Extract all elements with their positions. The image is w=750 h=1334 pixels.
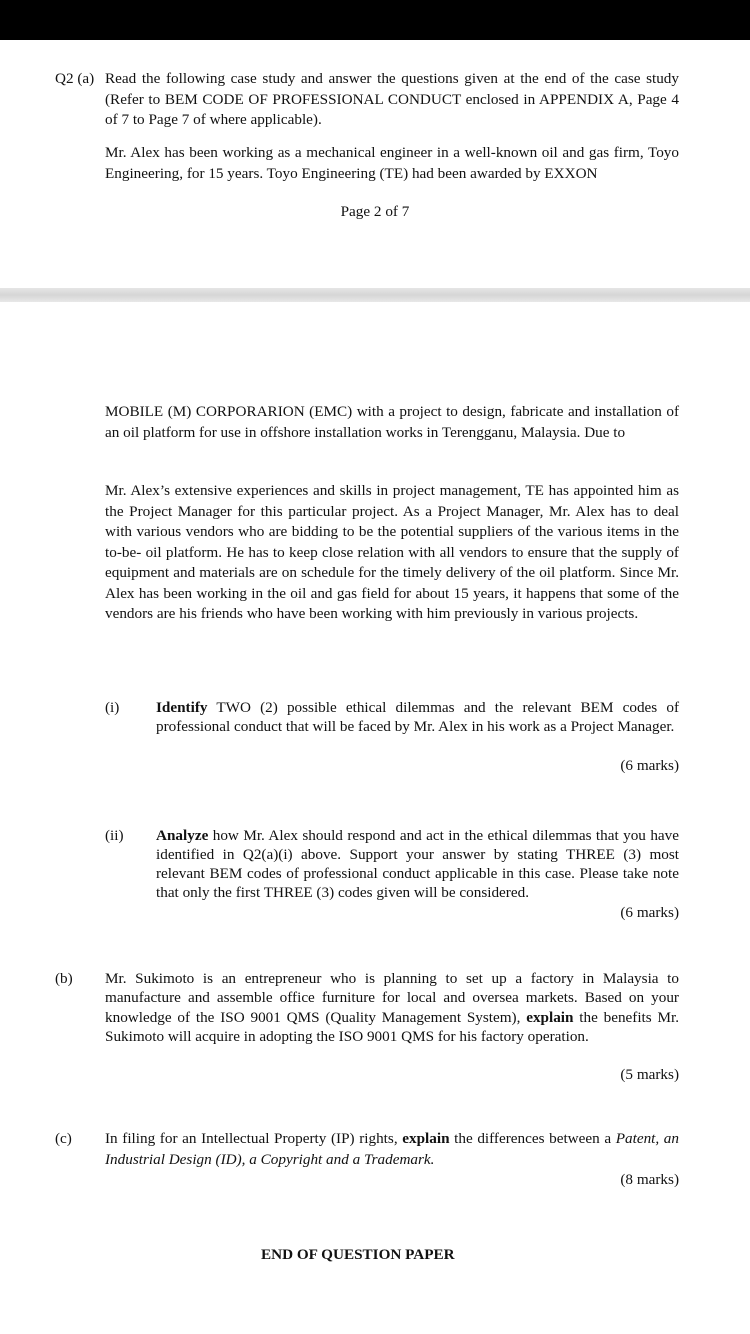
question-2a-intro: Read the following case study and answer the questions given at the end of the case study (Refer to BEM CODE OF PROFESSIONAL CONDUCT enclosed in APPENDIX A, Page 4 of 7 to Page 7 of where applicable). xyxy=(105,70,679,128)
question-c-body-1: In filing for an Intellectual Property (IP) rights, xyxy=(105,1130,403,1147)
question-i-body: TWO (2) possible ethical dilemmas and the relevant BEM codes of professional conduct that will be faced by Mr. Alex in his work as a Project Manager. xyxy=(156,699,679,735)
question-c-body-2: the differences between a xyxy=(449,1130,616,1147)
top-black-bar xyxy=(0,0,750,40)
question-ii-marks: (6 marks) xyxy=(620,904,679,921)
case-study-part-2: MOBILE (M) CORPORARION (EMC) with a project to design, fabricate and installation of an oil platform for use in offshore installation works in Terengganu, Malaysia. Due to xyxy=(105,403,679,441)
question-c-text xyxy=(105,1129,679,1170)
question-c-keyword: explain xyxy=(402,1130,450,1147)
question-b-marks: (5 marks) xyxy=(620,1066,679,1083)
question-b-body-1: Mr. Sukimoto is an entrepreneur who is planning to set up a factory in Malaysia to manufacture and assemble office furniture for local and oversea markets. Based on your knowledge of the ISO 9001 QMS (Quality Management System), xyxy=(105,970,679,1026)
question-ii-keyword: Analyze xyxy=(156,827,209,844)
question-i-marks: (6 marks) xyxy=(620,757,679,774)
case-study-part-1: Mr. Alex has been working as a mechanical engineer in a well-known oil and gas firm, Toyo Engineering, for 15 years. Toyo Engineering (TE) had been awarded by EXXON xyxy=(105,144,679,182)
question-b-text xyxy=(105,969,679,1046)
question-b-body-2: the benefits Mr. Sukimoto will acquire in adopting the ISO 9001 QMS for his factory operation. xyxy=(105,1008,679,1045)
case-study-part-3: Mr. Alex’s extensive experiences and skills in project management, TE has appointed him as the Project Manager for this particular project. As a Project Manager, Mr. Alex has to deal with various vendors who are bidding to be the potential suppliers of the various items in the to-be- oil platform. He has to keep close relation with all vendors to ensure that the supply of equipment and materials are on schedule for the timely delivery of the oil platform. Since Mr. Alex has been working in the oil and gas field for about 15 years, it happens that some of the vendors are his friends who have been working with him previously in various projects. xyxy=(105,482,679,622)
question-i-text xyxy=(156,698,679,736)
question-i-keyword: Identify xyxy=(156,699,208,716)
question-c-label: (c) xyxy=(55,1130,72,1147)
question-ii-label: (ii) xyxy=(105,827,124,844)
page-divider xyxy=(0,288,750,302)
question-ii-body: how Mr. Alex should respond and act in the ethical dilemmas that you have identified in Q2(a)(i) above. Support your answer by stating THREE (3) most relevant BEM codes of professional conduct applicable in this case. Please take note that only the first THREE (3) codes given will be considered. xyxy=(156,827,679,901)
page-number-footer: Page 2 of 7 xyxy=(340,203,410,220)
question-i-label: (i) xyxy=(105,699,120,716)
question-ii-text xyxy=(156,826,679,902)
question-b-label: (b) xyxy=(55,970,73,987)
end-of-question-paper: END OF QUESTION PAPER xyxy=(261,1246,455,1263)
question-c-italic: Patent, an Industrial Design (ID), a Copyright and a Trademark. xyxy=(105,1130,679,1168)
question-c-marks: (8 marks) xyxy=(620,1171,679,1188)
question-2a-label: Q2 (a) xyxy=(55,70,95,87)
question-b-keyword: explain xyxy=(526,1008,574,1026)
